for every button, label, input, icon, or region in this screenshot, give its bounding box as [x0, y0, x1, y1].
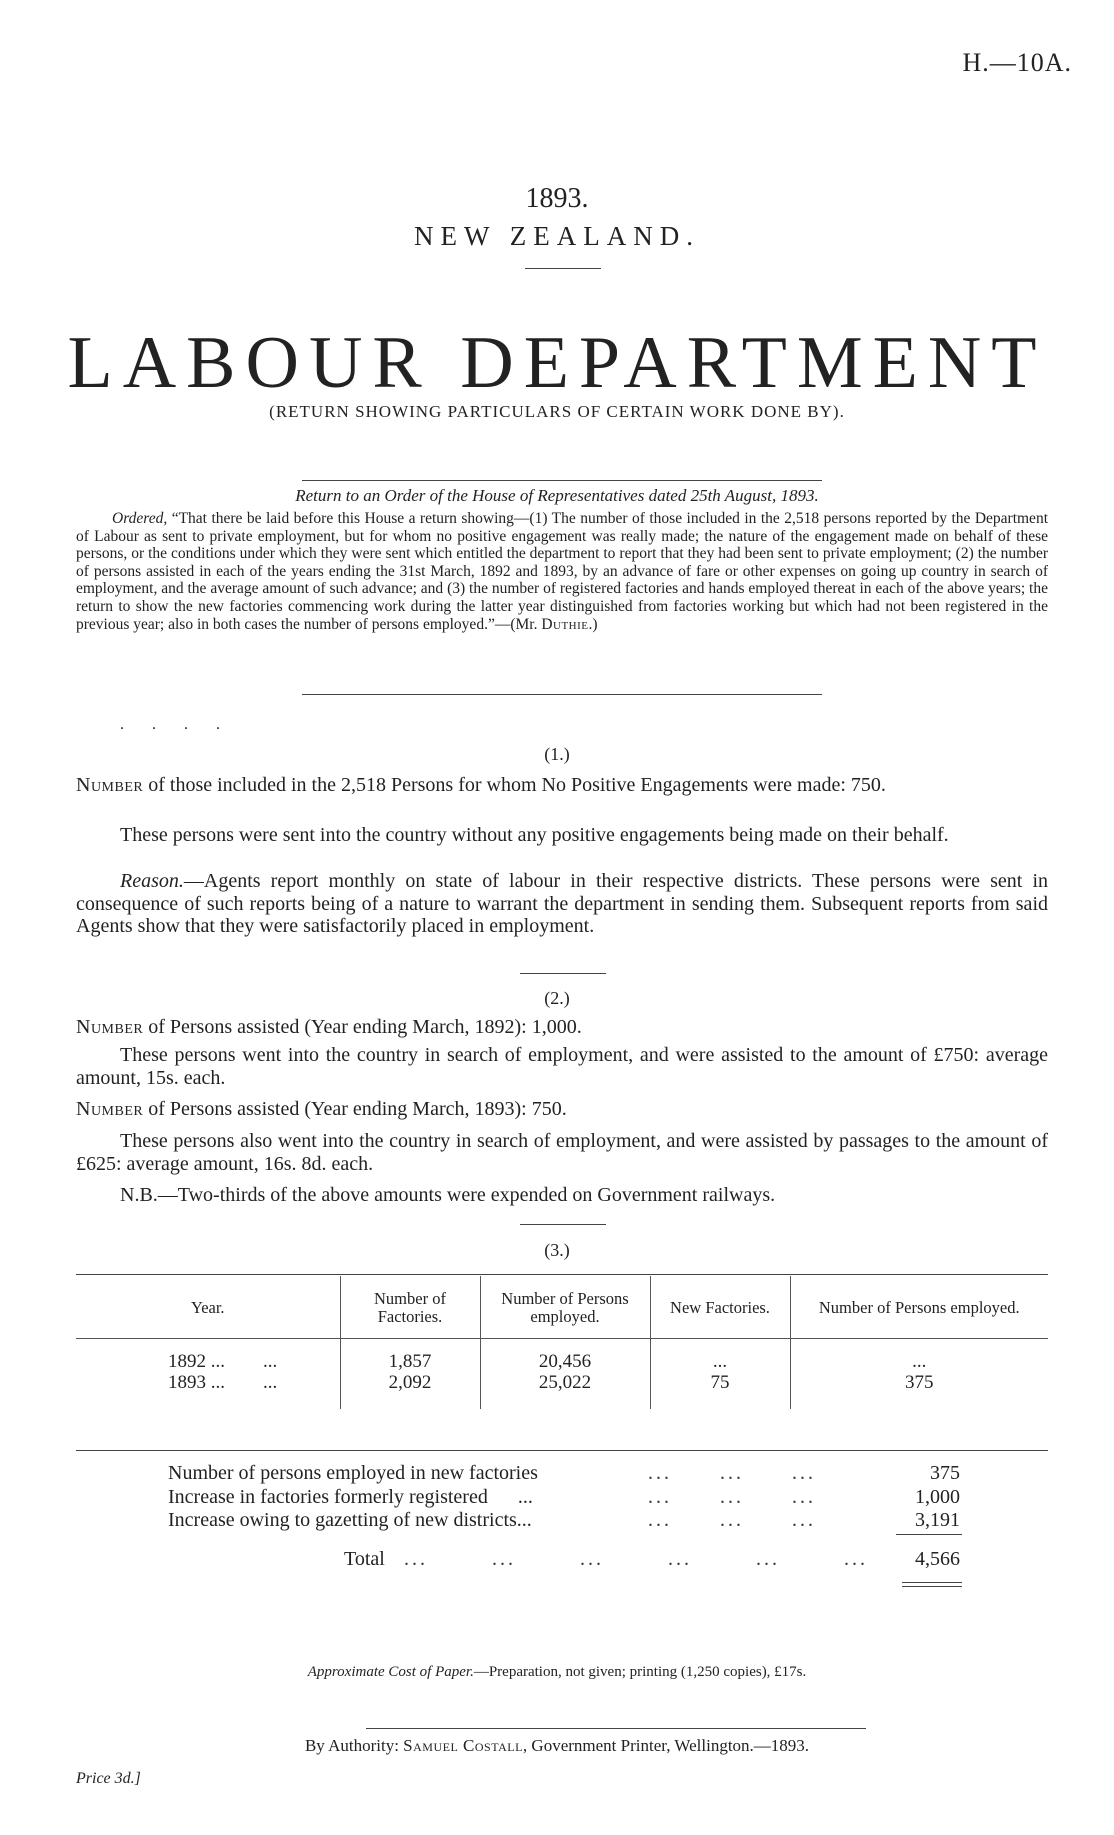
summary-dots: ... ... ... — [648, 1509, 816, 1531]
divider — [302, 694, 822, 695]
row-factories: 1,857 — [340, 1351, 480, 1372]
section-2-para-1: These persons went into the country in search of employment, and were assisted to the amount of £750: average amount, 15s. each. — [76, 1044, 1048, 1089]
order-close: .) — [588, 615, 598, 633]
summary-list — [168, 1462, 960, 1533]
table-top-rule — [76, 1274, 1048, 1275]
summary-row — [168, 1462, 960, 1486]
col-header-new-factories: New Factories. — [650, 1276, 790, 1339]
divider — [366, 1728, 866, 1729]
order-mover: Duthie — [541, 615, 589, 633]
page-subtitle: (RETURN SHOWING PARTICULARS OF CERTAIN WORK DONE BY). — [269, 402, 845, 421]
total-dots: ... ... ... ... ... ... — [404, 1548, 868, 1570]
col-header-persons: Number of Persons employed. — [480, 1276, 650, 1339]
section-2-heading-2-text: of Persons assisted (Year ending March, 1893): 750. — [143, 1098, 567, 1120]
total-double-rule — [902, 1582, 962, 1583]
summary-value: 3,191 — [915, 1509, 960, 1531]
factories-table — [76, 1276, 1048, 1409]
section-2-number: (2.) — [544, 988, 570, 1008]
cost-text: —Preparation, not given; printing (1,250 copies), £17s. — [473, 1664, 807, 1680]
summary-sum-rule — [896, 1534, 962, 1535]
page-title: LABOUR DEPARTMENT — [67, 322, 1047, 404]
row-new-factories: ... — [650, 1351, 790, 1372]
document-reference: H.—10A. — [962, 48, 1072, 77]
summary-row — [168, 1509, 960, 1533]
table-row — [76, 1372, 1048, 1409]
summary-label: Increase in factories formerly registered ... — [168, 1485, 533, 1508]
section-2-heading-2 — [76, 1098, 1048, 1121]
section-1-lead: Number — [76, 774, 144, 796]
section-1-reason — [76, 870, 1048, 938]
section-3-number: (3.) — [544, 1240, 570, 1260]
price-label: Price 3d.] — [76, 1770, 141, 1787]
summary-value: 375 — [930, 1462, 960, 1484]
section-2-note: N.B.—Two-thirds of the above amounts were expended on Government railways. — [120, 1184, 776, 1206]
row-year: 1893 — [168, 1371, 206, 1393]
row-persons: 20,456 — [480, 1351, 650, 1372]
row-persons: 25,022 — [480, 1372, 650, 1409]
row-new-factories: 75 — [650, 1372, 790, 1409]
section-1-heading-text: of those included in the 2,518 Persons for whom No Positive Engagements were made: 750. — [143, 774, 886, 796]
summary-total-row — [168, 1548, 960, 1572]
row-dots: ... ... — [210, 1350, 278, 1372]
row-year: 1892 — [168, 1350, 206, 1372]
section-2-lead-1: Number — [76, 1016, 144, 1038]
section-2-heading-1 — [76, 1016, 1048, 1039]
section-2-heading-1-text: of Persons assisted (Year ending March, 1892): 1,000. — [143, 1016, 582, 1038]
row-dots: ... ... — [210, 1371, 278, 1393]
printer-name: Samuel Costall — [403, 1736, 523, 1755]
total-double-rule — [902, 1586, 962, 1587]
col-header-factories: Number of Factories. — [340, 1276, 480, 1339]
document-year: 1893. — [525, 183, 589, 214]
table-row — [76, 1351, 1048, 1372]
row-new-persons: 375 — [790, 1372, 1048, 1409]
section-1-heading — [76, 774, 1048, 797]
summary-dots: ... ... ... — [648, 1485, 816, 1508]
section-1-para: These persons were sent into the country without any positive engagements being made on their behalf. — [120, 824, 949, 846]
order-text — [76, 510, 1048, 633]
table-header-row — [76, 1276, 1048, 1339]
divider — [525, 268, 601, 269]
authority-lead: By Authority: — [304, 1736, 404, 1755]
country-heading: NEW ZEALAND. — [414, 221, 700, 251]
section-2-para-2: These persons also went into the country in search of employment, and were assisted by passages to the amount of £625: average amount, 16s. 8d. each. — [76, 1130, 1048, 1175]
total-label: Total — [344, 1548, 385, 1570]
col-header-new-persons: Number of Persons employed. — [790, 1276, 1048, 1339]
row-new-persons: ... — [790, 1351, 1048, 1372]
table-spacer-row — [76, 1339, 1048, 1351]
cost-lead: Approximate Cost of Paper. — [307, 1664, 474, 1680]
table-bottom-rule — [76, 1450, 1048, 1451]
row-factories: 2,092 — [340, 1372, 480, 1409]
cost-of-paper — [0, 1664, 1114, 1681]
order-lead: Ordered, — [112, 510, 168, 527]
section-2-lead-2: Number — [76, 1098, 144, 1120]
summary-label: Number of persons employed in new factories — [168, 1462, 538, 1484]
authority-rest: , Government Printer, Wellington.—1893. — [522, 1736, 810, 1755]
divider — [520, 973, 606, 974]
authority-line — [0, 1736, 1114, 1756]
divider — [302, 480, 822, 481]
summary-label: Increase owing to gazetting of new districts... — [168, 1509, 532, 1531]
summary-dots: ... ... ... — [648, 1462, 816, 1484]
return-heading: Return to an Order of the House of Representatives dated 25th August, 1893. — [295, 486, 819, 505]
summary-value: 1,000 — [915, 1485, 960, 1508]
reason-lead: Reason. — [120, 870, 184, 892]
col-header-year: Year. — [190, 1298, 225, 1317]
divider — [520, 1224, 606, 1225]
summary-row — [168, 1486, 960, 1510]
total-value: 4,566 — [915, 1548, 960, 1570]
ellipsis-dots: . . . . — [120, 716, 232, 733]
reason-text: —Agents report monthly on state of labour in their respective districts. These persons were sent in consequence of such reports being of a nature to warrant the department in sending them. Subsequent reports from said Agents show that they were satisfactorily placed in employment. — [76, 870, 1048, 937]
order-body: “That there be laid before this House a return showing—(1) The number of those included in the 2,518 persons reported by the Department of Labour as sent to private employment, but for whom no positive engagement was really made; the nature of the engagement made on behalf of these persons, or the conditions under which they were sent which entitled the department to report that they had been sent to private employment; (2) the number of persons assisted in each of the years ending the 31st March, 1892 and 1893, by an advance of fare or other expenses on going up country in search of employment, and the average amount of such advance; and (3) the number of registered factories and hands employed thereat in each of the above years; the return to show the new factories commencing work during the latter year distinguished from factories working but which had not been registered in the previous year; also in both cases the number of persons employed.”—(Mr. — [76, 510, 1048, 633]
section-1-number: (1.) — [544, 744, 570, 764]
